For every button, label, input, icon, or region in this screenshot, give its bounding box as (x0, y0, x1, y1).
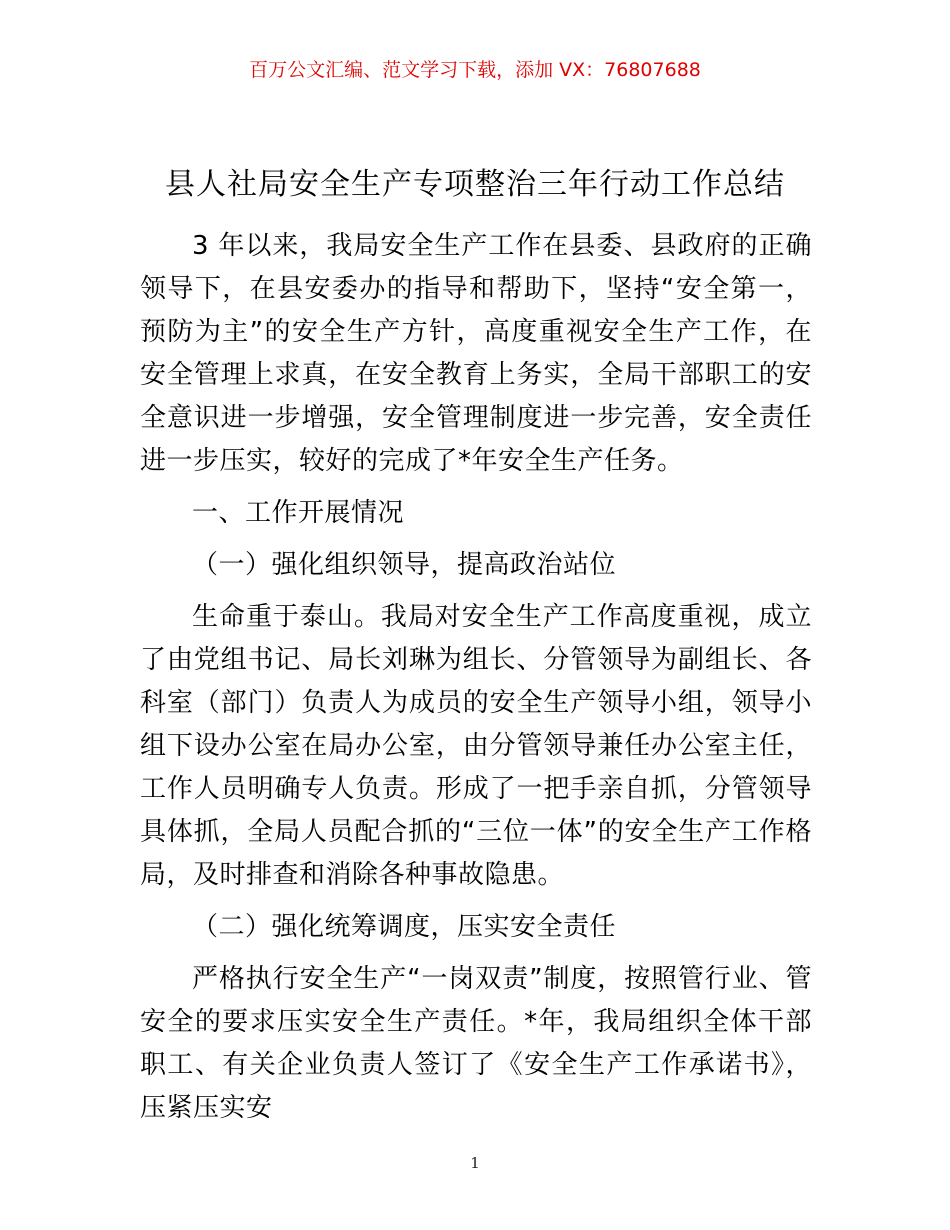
page-number: 1 (470, 1154, 480, 1172)
document-body (140, 225, 812, 1139)
paragraph-intro: 3 年以来，我局安全生产工作在县委、县政府的正确领导下，在县安委办的指导和帮助下，坚持“安全第一，预防为主”的安全生产方针，高度重视安全生产工作，在安全管理上求真，在安全教育上务实，全局干部职工的安全意识进一步增强，安全管理制度进一步完善，安全责任进一步压实，较好的完成了*年安全生产任务。 (140, 231, 812, 476)
paragraph-responsibility: 严格执行安全生产“一岗双责”制度，按照管行业、管安全的要求压实安全生产责任。*年，我局组织全体干部职工、有关企业负责人签订了《安全生产工作承诺书》，压紧压实安 (140, 964, 812, 1123)
subsection-heading-1: （一）强化组织领导，提高政治站位 (192, 550, 617, 580)
section-heading-1: 一、工作开展情况 (192, 498, 405, 528)
subsection-heading-2: （二）强化统筹调度，压实安全责任 (192, 912, 617, 942)
paragraph-organization: 生命重于泰山。我局对安全生产工作高度重视，成立了由党组书记、局长刘琳为组长、分管领导为副组长、各科室（部门）负责人为成员的安全生产领导小组，领导小组下设办公室在局办公室，由分管领导兼任办公室主任，工作人员明确专人负责。形成了一把手亲自抓，分管领导具体抓，全局人员配合抓的“三位一体”的安全生产工作格局，及时排查和消除各种事故隐患。 (140, 602, 812, 890)
document-title: 县人社局安全生产专项整治三年行动工作总结 (165, 167, 785, 202)
watermark-header: 百万公文汇编、范文学习下载，添加 VX：76807688 (249, 59, 701, 81)
